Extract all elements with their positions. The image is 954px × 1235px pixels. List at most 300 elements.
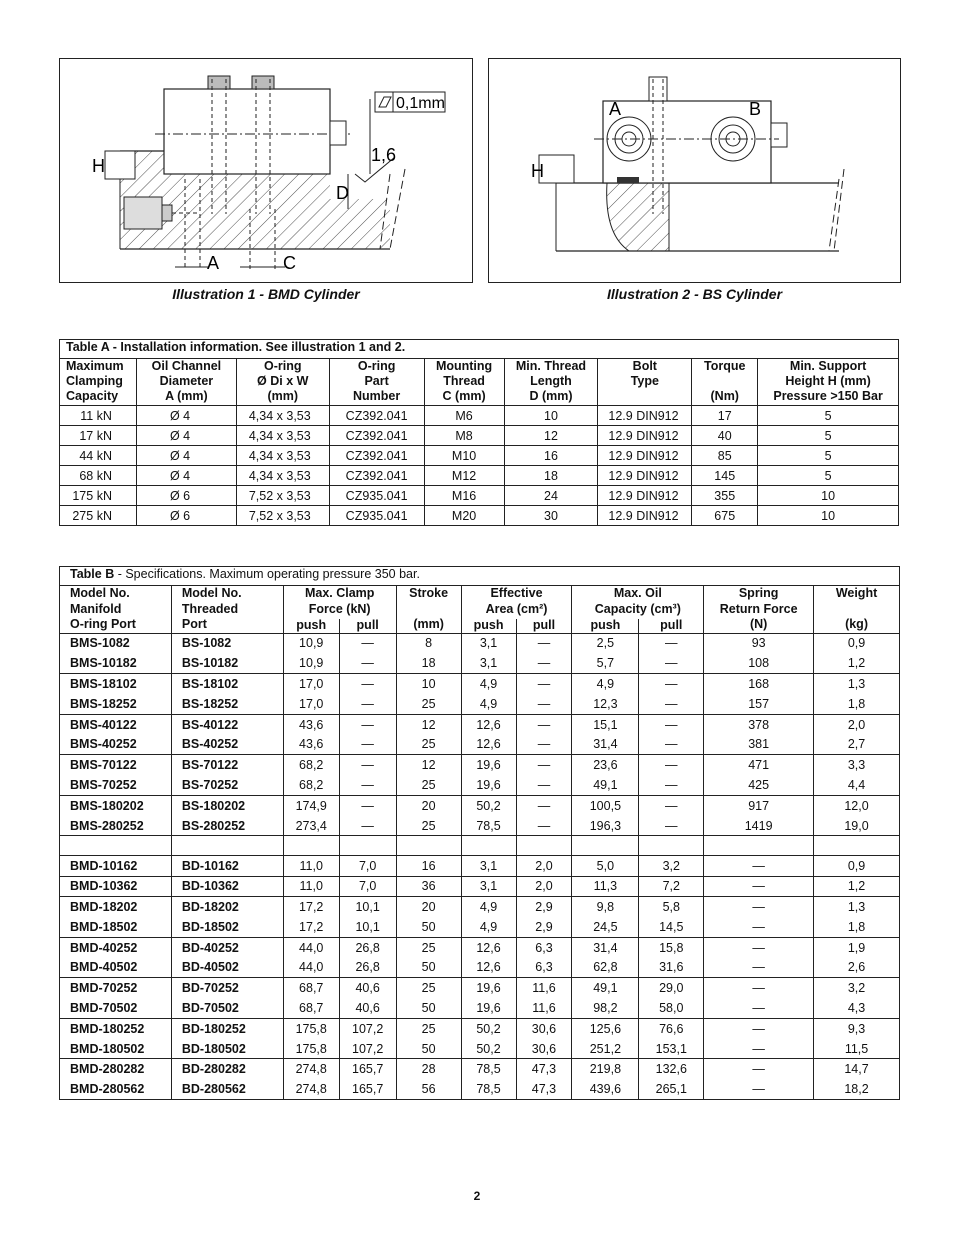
table-cell: BMD-10162 bbox=[60, 856, 172, 876]
table-cell: — bbox=[704, 876, 814, 896]
table-cell: 10,1 bbox=[339, 897, 396, 917]
table-cell: 18,2 bbox=[814, 1079, 900, 1099]
table-cell: 1,2 bbox=[814, 653, 900, 673]
table-cell: 675 bbox=[692, 506, 758, 526]
table-row bbox=[60, 937, 900, 957]
table-cell: 50 bbox=[396, 917, 461, 937]
bmd-label-h: H bbox=[92, 156, 105, 176]
table-cell: 36 bbox=[396, 876, 461, 896]
table-row bbox=[60, 998, 900, 1018]
table-cell: 25 bbox=[396, 734, 461, 754]
table-row bbox=[60, 1059, 900, 1079]
table-cell: BMD-180502 bbox=[70, 1041, 145, 1056]
col-header-torque: Torque (Nm) bbox=[692, 359, 758, 406]
table-cell: 108 bbox=[704, 653, 814, 673]
col-header-manifold: Model No. Manifold O-ring Port bbox=[60, 586, 172, 634]
table-cell: 20 bbox=[396, 897, 461, 917]
table-cell: 50,2 bbox=[461, 795, 516, 815]
table-cell: 471 bbox=[704, 755, 814, 775]
table-cell: 12.9 DIN912 bbox=[598, 406, 692, 426]
table-cell: 6,3 bbox=[516, 937, 572, 957]
table-cell: 7,2 bbox=[639, 876, 704, 896]
col-header-clamp-force: Max. Clamp Force (kN) bbox=[283, 586, 396, 620]
table-cell: 132,6 bbox=[639, 1059, 704, 1079]
table-cell: BD-180252 bbox=[171, 1018, 283, 1038]
subheader-clamp-push: push bbox=[283, 619, 339, 633]
table-cell: 30 bbox=[504, 506, 598, 526]
table-cell: 273,4 bbox=[283, 816, 339, 836]
bs-label-b: B bbox=[749, 99, 762, 119]
table-row bbox=[60, 897, 900, 917]
table-cell: 7,52 x 3,53 bbox=[236, 486, 329, 506]
table-row bbox=[60, 876, 900, 896]
table-cell: 107,2 bbox=[339, 1018, 396, 1038]
illustration-bs-caption: Illustration 2 - BS Cylinder bbox=[606, 286, 783, 302]
table-cell: 12 bbox=[504, 426, 598, 446]
col-header-oil-capacity: Max. Oil Capacity (cm³) bbox=[572, 586, 704, 620]
table-cell: 12,3 bbox=[572, 694, 639, 714]
table-cell: 4,34 x 3,53 bbox=[236, 406, 329, 426]
table-cell: 26,8 bbox=[339, 957, 396, 977]
table-cell: 44,0 bbox=[283, 937, 339, 957]
table-row bbox=[60, 856, 900, 876]
table-cell: 50 bbox=[396, 957, 461, 977]
table-cell: 5 bbox=[758, 466, 899, 486]
table-cell: BMD-40252 bbox=[60, 937, 172, 957]
table-cell: 12,6 bbox=[461, 957, 516, 977]
table-cell: BMD-40502 bbox=[70, 960, 138, 975]
table-cell: — bbox=[516, 795, 572, 815]
table-cell: BMD-70502 bbox=[70, 1000, 138, 1015]
table-cell: 157 bbox=[704, 694, 814, 714]
table-cell: 1,3 bbox=[814, 674, 900, 694]
table-cell: 5 bbox=[758, 446, 899, 466]
table-cell: 378 bbox=[704, 714, 814, 734]
table-row bbox=[60, 1018, 900, 1038]
table-cell: Ø 4 bbox=[136, 446, 236, 466]
table-cell: BMD-18202 bbox=[60, 897, 172, 917]
table-cell: 4,9 bbox=[461, 694, 516, 714]
table-cell: 6,3 bbox=[516, 957, 572, 977]
table-cell: 4,9 bbox=[461, 917, 516, 937]
table-cell bbox=[283, 836, 339, 856]
table-cell: 5,8 bbox=[639, 897, 704, 917]
table-cell: BS-40252 bbox=[171, 734, 283, 754]
table-cell: BD-280282 bbox=[171, 1059, 283, 1079]
col-header-threaded: Model No. Threaded Port bbox=[171, 586, 283, 634]
table-cell: 62,8 bbox=[572, 957, 639, 977]
table-cell: — bbox=[704, 957, 814, 977]
table-cell: BS-280252 bbox=[171, 816, 283, 836]
table-cell: 11,0 bbox=[283, 876, 339, 896]
table-cell: 3,3 bbox=[814, 755, 900, 775]
table-cell: Ø 4 bbox=[136, 406, 236, 426]
table-cell bbox=[814, 836, 900, 856]
table-cell: 19,0 bbox=[814, 816, 900, 836]
table-cell: 1,3 bbox=[814, 897, 900, 917]
table-cell: 5,0 bbox=[572, 856, 639, 876]
table-cell: 19,6 bbox=[461, 755, 516, 775]
table-cell: 4,34 x 3,53 bbox=[236, 426, 329, 446]
table-cell: BS-1082 bbox=[171, 633, 283, 653]
table-cell: 2,5 bbox=[572, 633, 639, 653]
table-cell: 1,8 bbox=[814, 917, 900, 937]
table-cell: M12 bbox=[424, 466, 504, 486]
table-cell: 47,3 bbox=[516, 1059, 572, 1079]
illustration-bs-frame bbox=[488, 58, 901, 283]
table-cell: BMS-40122 bbox=[60, 714, 172, 734]
table-cell: 17,0 bbox=[283, 674, 339, 694]
table-cell: M16 bbox=[424, 486, 504, 506]
col-header-thread-length: Min. Thread Length D (mm) bbox=[504, 359, 598, 406]
table-cell: 29,0 bbox=[639, 978, 704, 998]
table-cell: BD-280562 bbox=[171, 1079, 283, 1099]
table-cell: 12,6 bbox=[461, 734, 516, 754]
table-cell: BMS-70252 bbox=[70, 777, 137, 792]
table-cell: BS-40122 bbox=[171, 714, 283, 734]
table-cell: 107,2 bbox=[339, 1039, 396, 1059]
table-cell: 3,1 bbox=[461, 633, 516, 653]
subheader-oil-pull: pull bbox=[639, 619, 704, 633]
table-cell: BD-10362 bbox=[171, 876, 283, 896]
table-cell: 23,6 bbox=[572, 755, 639, 775]
table-cell: 7,0 bbox=[339, 876, 396, 896]
table-cell: 355 bbox=[692, 486, 758, 506]
table-cell: 8 bbox=[396, 633, 461, 653]
table-cell: — bbox=[639, 775, 704, 795]
table-cell: 7,0 bbox=[339, 856, 396, 876]
table-cell: 18 bbox=[396, 653, 461, 673]
table-cell: — bbox=[516, 653, 572, 673]
col-header-stroke: Stroke (mm) bbox=[396, 586, 461, 634]
col-header-mounting-thread: Mounting Thread C (mm) bbox=[424, 359, 504, 406]
table-cell bbox=[171, 836, 283, 856]
table-cell: — bbox=[339, 694, 396, 714]
table-cell: 31,4 bbox=[572, 734, 639, 754]
table-cell: 1419 bbox=[704, 816, 814, 836]
table-row bbox=[60, 755, 900, 775]
table-cell: 30,6 bbox=[516, 1039, 572, 1059]
table-cell: 168 bbox=[704, 674, 814, 694]
table-cell: BMD-18502 bbox=[70, 919, 138, 934]
table-cell: 17,2 bbox=[283, 897, 339, 917]
table-cell bbox=[639, 836, 704, 856]
table-cell: 1,8 bbox=[814, 694, 900, 714]
table-cell: — bbox=[339, 816, 396, 836]
table-row bbox=[60, 957, 900, 977]
subheader-area-push: push bbox=[461, 619, 516, 633]
table-cell: 153,1 bbox=[639, 1039, 704, 1059]
col-header-capacity: Maximum Clamping Capacity bbox=[66, 359, 124, 403]
table-cell: 11,6 bbox=[516, 998, 572, 1018]
table-cell: 1,9 bbox=[814, 937, 900, 957]
table-cell: 49,1 bbox=[572, 775, 639, 795]
table-cell: 219,8 bbox=[572, 1059, 639, 1079]
table-cell: CZ935.041 bbox=[329, 486, 424, 506]
table-cell bbox=[461, 836, 516, 856]
table-cell: 439,6 bbox=[572, 1079, 639, 1099]
table-b-specifications bbox=[59, 566, 900, 1100]
table-cell: 16 bbox=[396, 856, 461, 876]
table-cell: BMS-1082 bbox=[60, 633, 172, 653]
subheader-area-pull: pull bbox=[516, 619, 572, 633]
table-cell: 11,6 bbox=[516, 978, 572, 998]
table-cell: 18 bbox=[504, 466, 598, 486]
table-cell: 381 bbox=[704, 734, 814, 754]
table-cell: 4,34 x 3,53 bbox=[236, 466, 329, 486]
table-cell: 4,3 bbox=[814, 998, 900, 1018]
table-cell: 274,8 bbox=[283, 1059, 339, 1079]
table-cell: 50,2 bbox=[461, 1018, 516, 1038]
table-row bbox=[60, 1079, 900, 1099]
table-cell: — bbox=[339, 714, 396, 734]
table-cell: CZ935.041 bbox=[329, 506, 424, 526]
table-cell: 14,7 bbox=[814, 1059, 900, 1079]
table-cell: BMD-70252 bbox=[60, 978, 172, 998]
table-cell: 1,2 bbox=[814, 876, 900, 896]
table-cell: — bbox=[339, 755, 396, 775]
table-cell: 12,6 bbox=[461, 937, 516, 957]
col-header-oring-size: O-ring Ø Di x W (mm) bbox=[236, 359, 329, 406]
table-row bbox=[60, 1039, 900, 1059]
table-cell: 12.9 DIN912 bbox=[598, 426, 692, 446]
table-cell: 17 kN bbox=[60, 426, 137, 446]
table-cell: 15,1 bbox=[572, 714, 639, 734]
table-cell: — bbox=[339, 674, 396, 694]
table-cell: 12 bbox=[396, 755, 461, 775]
table-cell: 10 bbox=[396, 674, 461, 694]
table-cell: 98,2 bbox=[572, 998, 639, 1018]
table-cell: BMS-18102 bbox=[60, 674, 172, 694]
bmd-label-d: D bbox=[336, 183, 349, 203]
table-cell: CZ392.041 bbox=[329, 426, 424, 446]
table-cell: 25 bbox=[396, 978, 461, 998]
table-a-header-row bbox=[60, 359, 899, 406]
table-cell: BMD-280562 bbox=[70, 1082, 145, 1097]
table-cell: 40,6 bbox=[339, 998, 396, 1018]
table-cell: 9,3 bbox=[814, 1018, 900, 1038]
table-row bbox=[60, 446, 899, 466]
table-cell: 165,7 bbox=[339, 1059, 396, 1079]
table-cell: 78,5 bbox=[461, 816, 516, 836]
table-row bbox=[60, 426, 899, 446]
col-header-effective-area: Effective Area (cm²) bbox=[461, 586, 572, 620]
table-cell: 24 bbox=[504, 486, 598, 506]
table-cell bbox=[60, 836, 172, 856]
table-cell: 16 bbox=[504, 446, 598, 466]
table-cell: 25 bbox=[396, 1018, 461, 1038]
table-cell: — bbox=[639, 755, 704, 775]
table-cell: M10 bbox=[424, 446, 504, 466]
table-cell: 12 bbox=[396, 714, 461, 734]
table-cell: 10 bbox=[758, 506, 899, 526]
table-cell: 20 bbox=[396, 795, 461, 815]
table-row bbox=[60, 653, 900, 673]
table-row bbox=[60, 694, 900, 714]
table-cell bbox=[572, 836, 639, 856]
table-cell: — bbox=[704, 1059, 814, 1079]
table-cell: 50 bbox=[396, 998, 461, 1018]
table-cell: 78,5 bbox=[461, 1079, 516, 1099]
table-cell: 2,0 bbox=[516, 876, 572, 896]
table-cell: 425 bbox=[704, 775, 814, 795]
table-cell: — bbox=[639, 674, 704, 694]
table-row bbox=[60, 816, 900, 836]
table-cell: — bbox=[704, 1039, 814, 1059]
table-cell: BMD-180252 bbox=[60, 1018, 172, 1038]
table-cell: — bbox=[516, 714, 572, 734]
table-cell: 10,9 bbox=[283, 653, 339, 673]
table-cell: 25 bbox=[396, 937, 461, 957]
table-cell: BD-70502 bbox=[171, 998, 283, 1018]
table-cell: 10 bbox=[758, 486, 899, 506]
table-cell: BD-70252 bbox=[171, 978, 283, 998]
table-cell bbox=[339, 836, 396, 856]
table-cell bbox=[516, 836, 572, 856]
table-cell: 12.9 DIN912 bbox=[598, 446, 692, 466]
table-cell: 47,3 bbox=[516, 1079, 572, 1099]
table-cell: BD-40502 bbox=[171, 957, 283, 977]
table-cell: 125,6 bbox=[572, 1018, 639, 1038]
table-cell: BMD-280282 bbox=[60, 1059, 172, 1079]
table-cell: 3,1 bbox=[461, 856, 516, 876]
table-row bbox=[60, 633, 900, 653]
table-cell: 3,1 bbox=[461, 653, 516, 673]
table-cell: 0,9 bbox=[814, 633, 900, 653]
bmd-label-c: C bbox=[283, 253, 296, 273]
table-cell: BD-180502 bbox=[171, 1039, 283, 1059]
table-cell: — bbox=[704, 998, 814, 1018]
table-cell: 43,6 bbox=[283, 714, 339, 734]
table-cell: BD-18202 bbox=[171, 897, 283, 917]
table-cell: — bbox=[516, 734, 572, 754]
table-cell: — bbox=[704, 917, 814, 937]
table-row bbox=[60, 406, 899, 426]
table-cell: 2,9 bbox=[516, 917, 572, 937]
table-cell: — bbox=[516, 694, 572, 714]
table-cell: 9,8 bbox=[572, 897, 639, 917]
illustration-bmd-frame bbox=[59, 58, 473, 283]
subheader-clamp-pull: pull bbox=[339, 619, 396, 633]
table-cell: 175 kN bbox=[60, 486, 137, 506]
table-row bbox=[60, 674, 900, 694]
table-cell: 100,5 bbox=[572, 795, 639, 815]
table-cell: — bbox=[704, 856, 814, 876]
table-cell: — bbox=[704, 1018, 814, 1038]
table-cell: BS-10182 bbox=[171, 653, 283, 673]
table-cell: — bbox=[339, 653, 396, 673]
table-cell: BMS-40252 bbox=[70, 737, 137, 752]
table-a-installation bbox=[59, 339, 899, 526]
table-cell: 11,5 bbox=[814, 1039, 900, 1059]
table-cell: 25 bbox=[396, 816, 461, 836]
table-cell: 3,1 bbox=[461, 876, 516, 896]
table-cell: 251,2 bbox=[572, 1039, 639, 1059]
table-row bbox=[60, 714, 900, 734]
table-cell: — bbox=[639, 694, 704, 714]
table-cell: 44,0 bbox=[283, 957, 339, 977]
table-cell: BMS-280252 bbox=[70, 818, 144, 833]
table-cell: — bbox=[339, 795, 396, 815]
table-cell: 40 bbox=[692, 426, 758, 446]
table-b-header-row bbox=[60, 586, 900, 620]
table-cell: 50,2 bbox=[461, 1039, 516, 1059]
illustration-bmd-caption: Illustration 1 - BMD Cylinder bbox=[172, 286, 360, 302]
table-cell: — bbox=[516, 775, 572, 795]
table-cell: 68,2 bbox=[283, 755, 339, 775]
bmd-cylinder-drawing bbox=[60, 59, 472, 282]
table-cell: 11,0 bbox=[283, 856, 339, 876]
bmd-label-roughness: 1,6 bbox=[371, 145, 397, 165]
table-cell: 78,5 bbox=[461, 1059, 516, 1079]
col-header-support-height: Min. Support Height H (mm) Pressure >150 Bar bbox=[758, 359, 899, 406]
table-cell: 4,9 bbox=[461, 674, 516, 694]
table-row bbox=[60, 506, 899, 526]
col-header-weight: Weight (kg) bbox=[814, 586, 900, 634]
subheader-oil-push: push bbox=[572, 619, 639, 633]
table-cell: M6 bbox=[424, 406, 504, 426]
table-cell: — bbox=[639, 795, 704, 815]
table-cell: 44 kN bbox=[60, 446, 137, 466]
table-cell: CZ392.041 bbox=[329, 406, 424, 426]
table-cell: 31,6 bbox=[639, 957, 704, 977]
table-cell: 11 kN bbox=[60, 406, 137, 426]
table-row-separator bbox=[60, 836, 900, 856]
table-cell: 165,7 bbox=[339, 1079, 396, 1099]
table-cell: 50 bbox=[396, 1039, 461, 1059]
bmd-label-flatness: 0,1mm bbox=[396, 95, 445, 112]
table-cell: 145 bbox=[692, 466, 758, 486]
table-a-title: Table A - Installation information. See illustration 1 and 2. bbox=[60, 340, 899, 359]
table-cell: 68,2 bbox=[283, 775, 339, 795]
bs-label-a: A bbox=[609, 99, 622, 119]
table-cell: — bbox=[339, 734, 396, 754]
table-cell: 28 bbox=[396, 1059, 461, 1079]
table-cell: BS-18102 bbox=[171, 674, 283, 694]
table-cell: 10 bbox=[504, 406, 598, 426]
table-cell: — bbox=[704, 937, 814, 957]
table-cell: 40,6 bbox=[339, 978, 396, 998]
table-cell: 12.9 DIN912 bbox=[598, 486, 692, 506]
col-header-oring-part: O-ring Part Number bbox=[329, 359, 424, 406]
table-cell: BMS-70122 bbox=[60, 755, 172, 775]
table-cell: CZ392.041 bbox=[329, 446, 424, 466]
table-cell: 68 kN bbox=[60, 466, 137, 486]
table-cell: 12,0 bbox=[814, 795, 900, 815]
table-b-title: Table B - Specifications. Maximum operating pressure 350 bar. bbox=[60, 567, 900, 586]
table-row bbox=[60, 775, 900, 795]
table-cell bbox=[396, 836, 461, 856]
bs-label-h: H bbox=[531, 161, 544, 181]
table-cell: 58,0 bbox=[639, 998, 704, 1018]
table-cell: 31,4 bbox=[572, 937, 639, 957]
table-cell: — bbox=[339, 633, 396, 653]
table-cell: 2,7 bbox=[814, 734, 900, 754]
table-cell: Ø 6 bbox=[136, 506, 236, 526]
table-cell: 265,1 bbox=[639, 1079, 704, 1099]
table-cell: 76,6 bbox=[639, 1018, 704, 1038]
table-cell: 43,6 bbox=[283, 734, 339, 754]
table-cell: 25 bbox=[396, 694, 461, 714]
table-cell: — bbox=[704, 978, 814, 998]
col-header-spring-force: Spring Return Force (N) bbox=[704, 586, 814, 634]
bmd-label-a: A bbox=[207, 253, 220, 273]
table-cell: — bbox=[639, 714, 704, 734]
col-header-bolt-type: Bolt Type bbox=[598, 359, 692, 406]
table-cell: BMD-10362 bbox=[60, 876, 172, 896]
table-cell: 5 bbox=[758, 426, 899, 446]
table-cell: — bbox=[516, 674, 572, 694]
